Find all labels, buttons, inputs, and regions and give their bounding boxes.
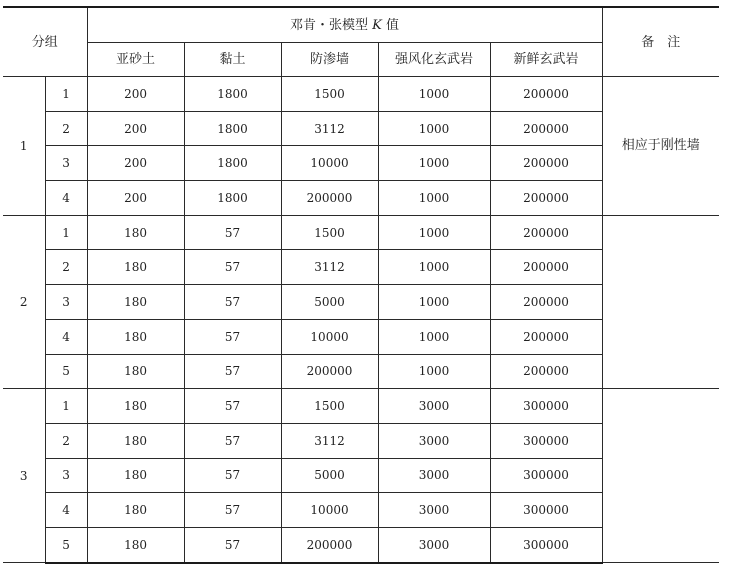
cell-weathered-basalt: 3000 [378, 493, 490, 528]
cell-clay: 57 [184, 389, 281, 424]
cell-cutoff-wall: 5000 [281, 285, 378, 320]
cell-fresh-basalt: 300000 [490, 493, 602, 528]
cell-fresh-basalt: 200000 [490, 215, 602, 250]
group-label: 2 [3, 215, 45, 388]
cell-weathered-basalt: 1000 [378, 146, 490, 181]
cell-fresh-basalt: 200000 [490, 181, 602, 216]
column-header-fresh-basalt: 新鲜玄武岩 [490, 43, 602, 77]
cell-silty-sand: 180 [87, 354, 184, 389]
cell-weathered-basalt: 1000 [378, 285, 490, 320]
cell-fresh-basalt: 300000 [490, 423, 602, 458]
cell-cutoff-wall: 1500 [281, 389, 378, 424]
cell-cutoff-wall: 200000 [281, 181, 378, 216]
cell-fresh-basalt: 200000 [490, 111, 602, 146]
cell-silty-sand: 200 [87, 77, 184, 112]
cell-clay: 57 [184, 458, 281, 493]
cell-clay: 1800 [184, 146, 281, 181]
cell-cutoff-wall: 3112 [281, 111, 378, 146]
cell-silty-sand: 180 [87, 215, 184, 250]
cell-silty-sand: 180 [87, 458, 184, 493]
cell-cutoff-wall: 10000 [281, 319, 378, 354]
group-label: 1 [3, 77, 45, 216]
cell-clay: 57 [184, 493, 281, 528]
cell-weathered-basalt: 3000 [378, 458, 490, 493]
cell-clay: 57 [184, 423, 281, 458]
cell-silty-sand: 200 [87, 111, 184, 146]
cell-clay: 57 [184, 285, 281, 320]
row-number: 3 [45, 285, 87, 320]
group-note [602, 389, 719, 563]
cell-silty-sand: 180 [87, 493, 184, 528]
cell-fresh-basalt: 300000 [490, 458, 602, 493]
cell-fresh-basalt: 200000 [490, 77, 602, 112]
column-header-weathered-basalt: 强风化玄武岩 [378, 43, 490, 77]
cell-silty-sand: 180 [87, 285, 184, 320]
row-number: 4 [45, 493, 87, 528]
row-number: 2 [45, 250, 87, 285]
cell-silty-sand: 200 [87, 181, 184, 216]
column-header-silty-sand: 亚砂土 [87, 43, 184, 77]
cell-fresh-basalt: 200000 [490, 319, 602, 354]
row-number: 1 [45, 77, 87, 112]
row-number: 3 [45, 458, 87, 493]
cell-clay: 1800 [184, 181, 281, 216]
row-number: 2 [45, 111, 87, 146]
table-row [3, 389, 719, 424]
row-number: 5 [45, 527, 87, 562]
table-body [3, 7, 719, 563]
k-header-prefix: 邓肯・张模型 [290, 17, 369, 33]
cell-weathered-basalt: 1000 [378, 181, 490, 216]
cell-weathered-basalt: 3000 [378, 423, 490, 458]
cell-weathered-basalt: 1000 [378, 215, 490, 250]
row-number: 1 [45, 215, 87, 250]
cell-clay: 57 [184, 250, 281, 285]
cell-weathered-basalt: 1000 [378, 354, 490, 389]
cell-fresh-basalt: 300000 [490, 389, 602, 424]
row-number: 5 [45, 354, 87, 389]
column-header-clay: 黏土 [184, 43, 281, 77]
cell-cutoff-wall: 3112 [281, 423, 378, 458]
cell-weathered-basalt: 1000 [378, 111, 490, 146]
cell-fresh-basalt: 200000 [490, 146, 602, 181]
cell-weathered-basalt: 1000 [378, 77, 490, 112]
row-number: 1 [45, 389, 87, 424]
cell-silty-sand: 180 [87, 527, 184, 562]
cell-cutoff-wall: 3112 [281, 250, 378, 285]
row-number: 2 [45, 423, 87, 458]
header-row-top [3, 7, 719, 43]
cell-weathered-basalt: 1000 [378, 319, 490, 354]
group-note [602, 215, 719, 388]
k-header-suffix: 值 [386, 17, 400, 33]
cell-silty-sand: 180 [87, 423, 184, 458]
group-note: 相应于刚性墙 [602, 77, 719, 216]
group-label: 3 [3, 389, 45, 563]
table-row [3, 215, 719, 250]
table-row [3, 77, 719, 112]
cell-silty-sand: 180 [87, 250, 184, 285]
cell-cutoff-wall: 10000 [281, 146, 378, 181]
cell-cutoff-wall: 1500 [281, 77, 378, 112]
cell-clay: 57 [184, 527, 281, 562]
note-header: 备 注 [602, 7, 719, 77]
cell-clay: 1800 [184, 77, 281, 112]
cell-cutoff-wall: 200000 [281, 354, 378, 389]
cell-clay: 57 [184, 319, 281, 354]
cell-silty-sand: 180 [87, 389, 184, 424]
k-header-symbol: K [372, 17, 382, 33]
cell-weathered-basalt: 3000 [378, 389, 490, 424]
cell-cutoff-wall: 5000 [281, 458, 378, 493]
cell-fresh-basalt: 200000 [490, 250, 602, 285]
duncan-chang-k-table [3, 6, 719, 564]
cell-fresh-basalt: 200000 [490, 354, 602, 389]
cell-fresh-basalt: 200000 [490, 285, 602, 320]
cell-weathered-basalt: 1000 [378, 250, 490, 285]
row-number: 4 [45, 181, 87, 216]
cell-clay: 1800 [184, 111, 281, 146]
cell-fresh-basalt: 300000 [490, 527, 602, 562]
cell-weathered-basalt: 3000 [378, 527, 490, 562]
cell-cutoff-wall: 10000 [281, 493, 378, 528]
row-number: 4 [45, 319, 87, 354]
cell-silty-sand: 180 [87, 319, 184, 354]
group-header: 分组 [3, 7, 87, 77]
cell-cutoff-wall: 1500 [281, 215, 378, 250]
cell-clay: 57 [184, 354, 281, 389]
column-header-cutoff-wall: 防渗墙 [281, 43, 378, 77]
row-number: 3 [45, 146, 87, 181]
cell-silty-sand: 200 [87, 146, 184, 181]
k-value-header [87, 7, 602, 43]
cell-clay: 57 [184, 215, 281, 250]
cell-cutoff-wall: 200000 [281, 527, 378, 562]
